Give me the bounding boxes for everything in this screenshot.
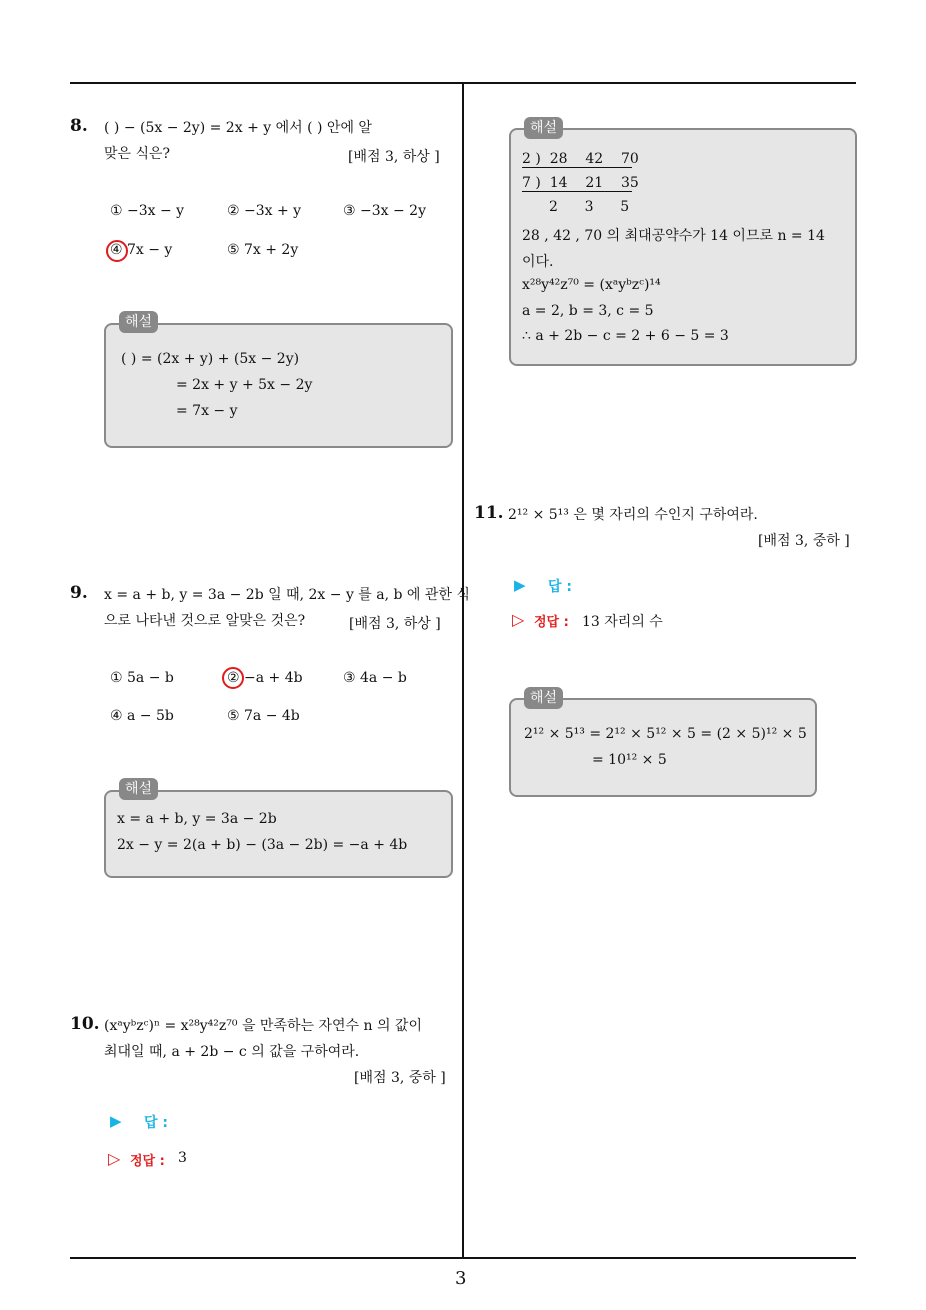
q10-division-row1-text: 2 ) 28 42 70	[522, 151, 639, 167]
q11-correct-value: 13 자리의 수	[582, 614, 663, 630]
q8-choice-4[interactable]: ④ 7x − y	[110, 242, 173, 258]
q9-choice-4[interactable]: ④ a − 5b	[110, 708, 174, 724]
question-8-text-line2: 맞은 식은?	[104, 146, 171, 162]
question-9-text-line1: x = a + b, y = 3a − 2b 일 때, 2x − y 를 a, b 에 관한 식	[104, 587, 470, 603]
q8-solution-line3: = 7x − y	[176, 403, 238, 419]
q10-correct-marker-icon: ▷	[108, 1149, 121, 1168]
question-10-grade: [배점 3, 중하 ]	[354, 1070, 446, 1086]
question-11-grade: [배점 3, 중하 ]	[758, 533, 850, 549]
q8-solution-tag: 해설	[119, 311, 158, 333]
q11-solution-line2: = 10¹² × 5	[592, 752, 667, 768]
q8-solution-line1: ( ) = (2x + y) + (5x − 2y)	[121, 351, 300, 367]
question-9-grade: [배점 3, 하상 ]	[349, 616, 441, 632]
q10-division-row3: 2 3 5	[549, 199, 630, 215]
question-10-text-line1: (xᵃyᵇzᶜ)ⁿ = x²⁸y⁴²z⁷⁰ 을 만족하는 자연수 n 의 값이	[104, 1018, 422, 1034]
q8-choice-5[interactable]: ⑤ 7x + 2y	[227, 242, 299, 258]
question-11-text-line1: 2¹² × 5¹³ 은 몇 자리의 수인지 구하여라.	[508, 507, 758, 523]
question-8-grade: [배점 3, 하상 ]	[348, 149, 440, 165]
q10-division-row1	[522, 151, 639, 168]
q10-correct-value: 3	[178, 1150, 187, 1166]
q8-solution-line2: = 2x + y + 5x − 2y	[176, 377, 313, 393]
q9-selected-answer-mark	[222, 667, 244, 689]
q10-answer-marker-icon: ▶	[110, 1112, 122, 1130]
q8-choice-1[interactable]: ① −3x − y	[110, 203, 185, 219]
q10-correct-label: 정답 :	[130, 1154, 165, 1169]
q10-solution-line4: a = 2, b = 3, c = 5	[522, 303, 654, 319]
q10-solution-tag: 해설	[524, 117, 563, 139]
q10-solution-line5: ∴ a + 2b − c = 2 + 6 − 5 = 3	[522, 328, 729, 344]
page-number: 3	[455, 1268, 467, 1289]
question-10-number: 10.	[70, 1014, 100, 1034]
column-divider	[462, 82, 464, 1259]
question-9-number: 9.	[70, 583, 88, 603]
question-10-text-line2: 최대일 때, a + 2b − c 의 값을 구하여라.	[104, 1044, 360, 1060]
q10-solution-line3: x²⁸y⁴²z⁷⁰ = (xᵃyᵇzᶜ)¹⁴	[522, 277, 661, 293]
q11-correct-marker-icon: ▷	[512, 610, 525, 629]
q11-correct-label: 정답 :	[534, 615, 569, 630]
q10-answer-label: 답 :	[144, 1115, 168, 1131]
q10-solution-line1: 28 , 42 , 70 의 최대공약수가 14 이므로 n = 14	[522, 228, 825, 244]
q9-choice-5[interactable]: ⑤ 7a − 4b	[227, 708, 300, 724]
q9-solution-box	[104, 790, 453, 878]
q10-division-row2	[522, 175, 639, 192]
q9-choice-3[interactable]: ③ 4a − b	[343, 670, 407, 686]
question-9-text-line2: 으로 나타낸 것으로 알맞은 것은?	[104, 613, 306, 629]
q9-solution-line1: x = a + b, y = 3a − 2b	[117, 811, 277, 827]
q8-choice-2[interactable]: ② −3x + y	[227, 203, 302, 219]
q11-answer-label: 답 :	[548, 579, 572, 595]
question-11-number: 11.	[474, 503, 504, 523]
q9-choice-1[interactable]: ① 5a − b	[110, 670, 174, 686]
q11-solution-line1: 2¹² × 5¹³ = 2¹² × 5¹² × 5 = (2 × 5)¹² × 5	[524, 726, 807, 742]
question-8-text-line1: ( ) − (5x − 2y) = 2x + y 에서 ( ) 안에 알	[104, 120, 372, 136]
q11-answer-marker-icon: ▶	[514, 576, 526, 594]
q11-solution-tag: 해설	[524, 687, 563, 709]
q8-choice-3[interactable]: ③ −3x − 2y	[343, 203, 426, 219]
q11-solution-box	[509, 698, 817, 797]
q8-selected-answer-mark	[106, 240, 128, 262]
q10-solution-line2: 이다.	[522, 254, 554, 270]
q10-division-row2-text: 7 ) 14 21 35	[522, 175, 639, 191]
q9-solution-tag: 해설	[119, 778, 158, 800]
q9-choice-2[interactable]: ② −a + 4b	[227, 670, 303, 686]
bottom-rule	[70, 1257, 856, 1259]
question-8-number: 8.	[70, 116, 88, 136]
q9-solution-line2: 2x − y = 2(a + b) − (3a − 2b) = −a + 4b	[117, 837, 408, 853]
